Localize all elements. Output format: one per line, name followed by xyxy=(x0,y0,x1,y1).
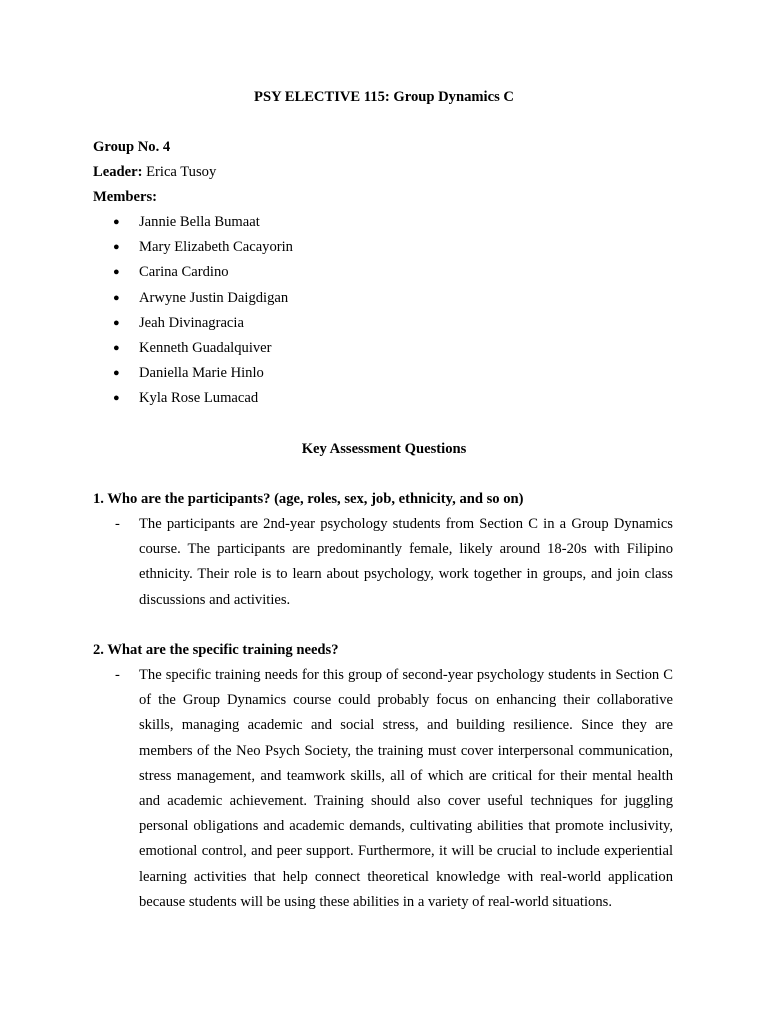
members-heading xyxy=(93,185,216,210)
bullet-icon: ● xyxy=(113,291,120,304)
member-name: Kenneth Guadalquiver xyxy=(139,340,272,357)
members-label: Members: xyxy=(93,189,158,205)
member-name: Jannie Bella Bumaat xyxy=(139,214,260,230)
list-item xyxy=(93,260,293,285)
section-heading: Key Assessment Questions xyxy=(301,441,467,457)
bullet-icon: ● xyxy=(113,316,120,329)
list-item xyxy=(93,286,293,311)
question-1: 1. Who are the participants? (age, roles, sex, job, ethnicity, and so on) xyxy=(93,491,524,507)
group-number-text: Group No. 4 xyxy=(93,139,171,155)
answer-1: The participants are 2nd-year psychology students from Section C in a Group Dynamics course. The participants are predominantly female, likely around 18-20s with Filipino ethnicity. Their role is to learn about psychology, work together in groups, and join class discussions and activities. xyxy=(139,516,673,608)
member-name: Mary Elizabeth Cacayorin xyxy=(139,239,293,256)
list-item xyxy=(93,361,293,386)
leader-line xyxy=(93,160,216,185)
group-number xyxy=(93,135,216,160)
bullet-icon: ● xyxy=(113,342,120,355)
list-item xyxy=(93,386,293,411)
member-name: Arwyne Justin Daigdigan xyxy=(139,289,289,306)
members-list xyxy=(93,210,293,412)
bullet-icon: ● xyxy=(113,392,120,405)
bullet-icon: ● xyxy=(113,241,120,254)
dash-icon: - xyxy=(115,667,120,683)
dash-icon: - xyxy=(115,516,120,532)
member-name: Daniella Marie Hinlo xyxy=(139,365,264,382)
list-item xyxy=(93,235,293,260)
question-2: 2. What are the specific training needs? xyxy=(93,642,339,658)
bullet-icon: ● xyxy=(113,266,120,279)
leader-name: Erica Tusoy xyxy=(146,164,217,180)
member-name: Kyla Rose Lumacad xyxy=(139,390,259,407)
group-info xyxy=(93,135,216,210)
leader-label: Leader: xyxy=(93,164,143,180)
list-item xyxy=(93,336,293,361)
member-name: Jeah Divinagracia xyxy=(139,314,244,331)
answer-2: The specific training needs for this group of second-year psychology students in Section C of the Group Dynamics course could probably focus on enhancing their collaborative skills, managing academic and social stress, and building resilience. Since they are members of the Neo Psych Society, the training must cover interpersonal communication, stress management, and teamwork skills, all of which are critical for their mental health and academic achievement. Training should also cover useful techniques for juggling personal obligations and academic demands, cultivating abilities that promote inclusivity, emotional control, and peer support. Furthermore, it will be crucial to include experiential learning activities that help connect theoretical knowledge with real-world application because students will be using these abilities in a variety of real-world situations. xyxy=(139,667,673,910)
bullet-icon: ● xyxy=(113,367,120,380)
document-title: PSY ELECTIVE 115: Group Dynamics C xyxy=(254,89,514,105)
member-name: Carina Cardino xyxy=(139,264,229,281)
list-item xyxy=(93,210,293,235)
bullet-icon: ● xyxy=(113,216,120,228)
list-item xyxy=(93,311,293,336)
